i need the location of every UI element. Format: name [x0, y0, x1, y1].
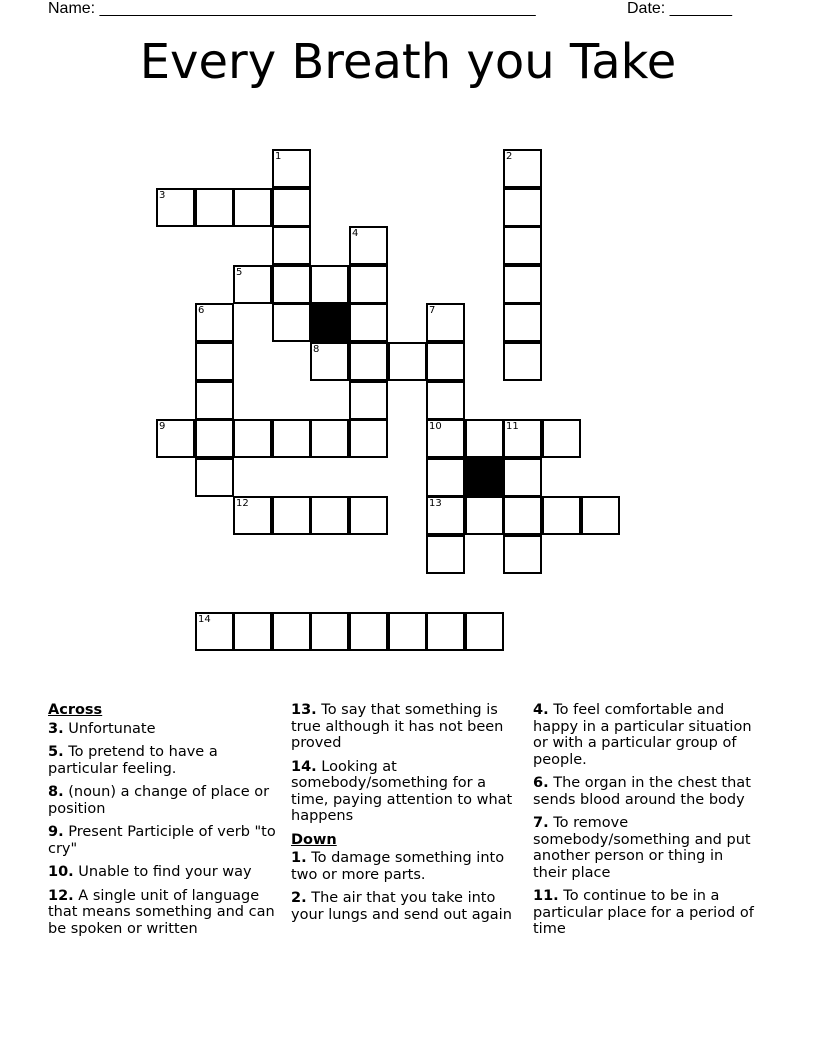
- clue-item: [291, 702, 519, 752]
- grid-cell[interactable]: [503, 303, 542, 342]
- clue-item: [533, 775, 761, 808]
- clue-number: 9.: [48, 824, 64, 840]
- grid-cell[interactable]: [503, 149, 542, 188]
- clue-item: [291, 850, 519, 883]
- clue-number: 2.: [291, 890, 307, 906]
- grid-cell[interactable]: [349, 496, 388, 535]
- grid-cell[interactable]: [272, 149, 311, 188]
- black-square: [465, 458, 504, 497]
- page-title: Every Breath you Take: [139, 34, 677, 90]
- grid-cell[interactable]: [465, 496, 504, 535]
- grid-cell[interactable]: [426, 381, 465, 420]
- grid-cell[interactable]: [349, 342, 388, 381]
- grid-cell[interactable]: [388, 612, 427, 651]
- date-label: Date:: [627, 0, 666, 17]
- grid-cell[interactable]: [503, 419, 542, 458]
- grid-cell[interactable]: [349, 265, 388, 304]
- grid-cell[interactable]: [272, 303, 311, 342]
- clue-number: 1.: [291, 850, 307, 866]
- clue-item: [533, 815, 761, 881]
- grid-cell[interactable]: [233, 265, 272, 304]
- grid-cell[interactable]: [426, 458, 465, 497]
- clue-text: Present Participle of verb "to cry": [48, 824, 276, 857]
- clue-item: [48, 864, 276, 881]
- cell-number: 10: [429, 421, 442, 432]
- grid-cell[interactable]: [195, 342, 234, 381]
- clue-item: [291, 890, 519, 923]
- grid-cell[interactable]: [310, 265, 349, 304]
- clue-text: The organ in the chest that sends blood around the body: [533, 775, 751, 808]
- grid-cell[interactable]: [272, 496, 311, 535]
- clue-number: 3.: [48, 720, 64, 737]
- grid-cell[interactable]: [388, 342, 427, 381]
- clue-number: 13.: [291, 702, 317, 718]
- grid-cell[interactable]: [503, 265, 542, 304]
- cell-number: 9: [159, 421, 166, 432]
- grid-cell[interactable]: [195, 303, 234, 342]
- clue-number: 14.: [291, 758, 317, 775]
- grid-cell[interactable]: [233, 419, 272, 458]
- cell-number: 5: [236, 267, 243, 278]
- grid-cell[interactable]: [503, 458, 542, 497]
- clue-text: Unable to find your way: [73, 864, 252, 880]
- cell-number: 7: [429, 305, 436, 316]
- down-heading: Down: [291, 831, 337, 848]
- grid-cell[interactable]: [310, 342, 349, 381]
- clue-text: To continue to be in a particular place for a period of time: [533, 888, 754, 937]
- cell-number: 4: [352, 228, 359, 239]
- grid-cell[interactable]: [272, 265, 311, 304]
- clue-number: 4.: [533, 702, 549, 718]
- date-blank: _______: [669, 0, 732, 17]
- grid-cell[interactable]: [272, 419, 311, 458]
- grid-cell[interactable]: [156, 419, 195, 458]
- cell-number: 13: [429, 498, 442, 509]
- clue-number: 11.: [533, 888, 559, 904]
- clue-text: To say that something is true although it has not been proved: [291, 702, 504, 751]
- clue-item: [48, 784, 276, 817]
- grid-cell[interactable]: [233, 188, 272, 227]
- grid-cell[interactable]: [195, 381, 234, 420]
- cell-number: 14: [198, 614, 211, 625]
- name-label: Name:: [48, 0, 96, 17]
- black-square: [310, 303, 349, 342]
- cell-number: 8: [313, 344, 320, 355]
- grid-cell[interactable]: [310, 496, 349, 535]
- grid-cell[interactable]: [426, 535, 465, 574]
- grid-cell[interactable]: [233, 612, 272, 651]
- grid-cell[interactable]: [542, 419, 581, 458]
- clue-text: (noun) a change of place or position: [48, 784, 270, 817]
- grid-cell[interactable]: [195, 612, 234, 651]
- grid-cell[interactable]: [272, 612, 311, 651]
- clue-text: Looking at somebody/something for a time, paying attention to what happens: [291, 758, 513, 824]
- clue-text: To pretend to have a particular feeling.: [48, 744, 218, 777]
- cell-number: 1: [275, 151, 282, 162]
- name-blank: _________________________________________________: [99, 0, 536, 17]
- grid-cell[interactable]: [310, 612, 349, 651]
- grid-cell[interactable]: [233, 496, 272, 535]
- grid-cell[interactable]: [503, 188, 542, 227]
- grid-cell[interactable]: [503, 226, 542, 265]
- grid-cell[interactable]: [349, 226, 388, 265]
- clues-column-1: [48, 702, 276, 944]
- grid-cell[interactable]: [581, 496, 620, 535]
- clue-item: [48, 721, 276, 738]
- clue-number: 6.: [533, 775, 549, 791]
- grid-cell[interactable]: [349, 612, 388, 651]
- grid-cell[interactable]: [310, 419, 349, 458]
- grid-cell[interactable]: [426, 303, 465, 342]
- clue-text: To feel comfortable and happy in a particular situation or with a particular group of people.: [533, 702, 752, 768]
- clue-item: [533, 888, 761, 938]
- across-heading: Across: [48, 702, 103, 718]
- grid-cell[interactable]: [426, 419, 465, 458]
- grid-cell[interactable]: [542, 496, 581, 535]
- clue-item: [48, 824, 276, 857]
- grid-cell[interactable]: [195, 419, 234, 458]
- grid-cell[interactable]: [465, 419, 504, 458]
- grid-cell[interactable]: [503, 535, 542, 574]
- grid-cell[interactable]: [426, 342, 465, 381]
- clue-number: 10.: [48, 864, 74, 880]
- clues-column-3: [533, 702, 761, 945]
- cell-number: 2: [506, 151, 513, 162]
- cell-number: 6: [198, 305, 205, 316]
- grid-cell[interactable]: [426, 496, 465, 535]
- grid-cell[interactable]: [426, 612, 465, 651]
- grid-cell[interactable]: [349, 381, 388, 420]
- grid-cell[interactable]: [503, 342, 542, 381]
- clue-item: [48, 888, 276, 938]
- clues-column-2: [291, 702, 519, 930]
- grid-cell[interactable]: [156, 188, 195, 227]
- clue-item: [48, 744, 276, 777]
- clue-number: 7.: [533, 815, 549, 831]
- clue-item: [291, 759, 519, 825]
- cell-number: 12: [236, 498, 249, 509]
- clue-item: [533, 702, 761, 768]
- grid-cell[interactable]: [465, 612, 504, 651]
- clue-text: The air that you take into your lungs and send out again: [291, 890, 512, 923]
- clue-text: To damage something into two or more parts.: [291, 850, 505, 883]
- clue-number: 5.: [48, 744, 64, 760]
- cell-number: 3: [159, 190, 166, 201]
- grid-cell[interactable]: [195, 458, 234, 497]
- grid-cell[interactable]: [349, 303, 388, 342]
- grid-cell[interactable]: [272, 226, 311, 265]
- cell-number: 11: [506, 421, 519, 432]
- grid-cell[interactable]: [195, 188, 234, 227]
- grid-cell[interactable]: [272, 188, 311, 227]
- clue-text: A single unit of language that means something and can be spoken or written: [48, 887, 275, 937]
- grid-cell[interactable]: [503, 496, 542, 535]
- clue-text: Unfortunate: [63, 720, 156, 737]
- clue-text: To remove somebody/something and put another person or thing in their place: [533, 815, 751, 881]
- clue-number: 8.: [48, 784, 64, 800]
- clue-number: 12.: [48, 887, 74, 904]
- grid-cell[interactable]: [349, 419, 388, 458]
